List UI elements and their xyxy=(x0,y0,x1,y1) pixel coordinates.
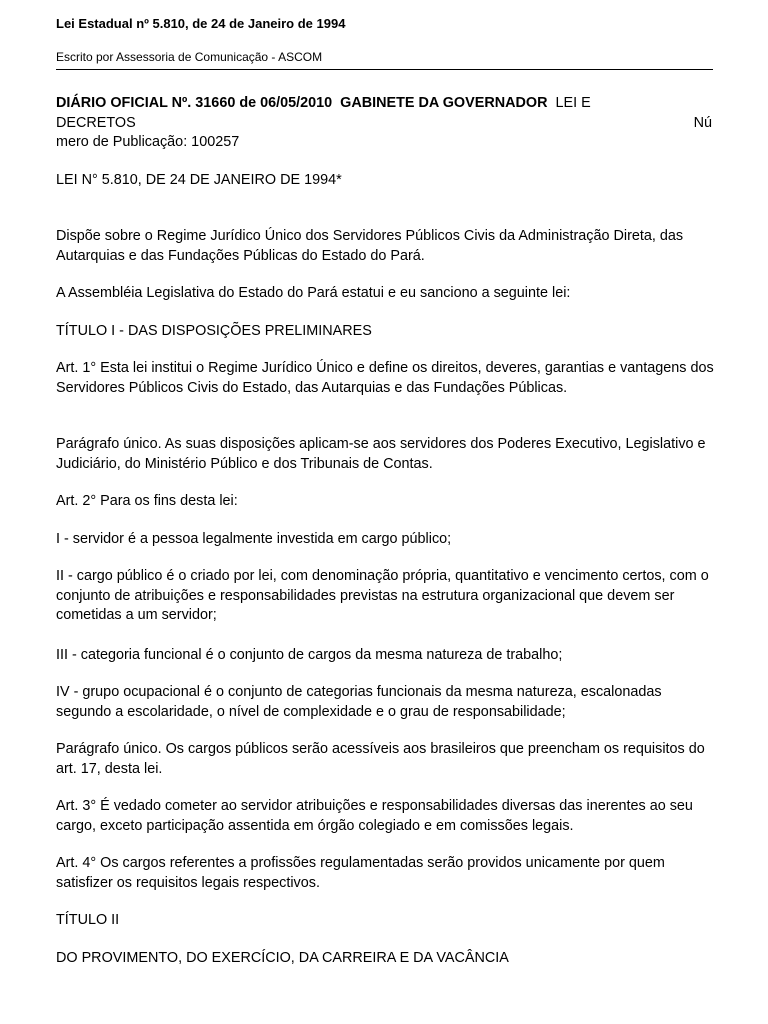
law-title: LEI N° 5.810, DE 24 DE JANEIRO DE 1994* xyxy=(56,171,342,188)
article-4: Art. 4° Os cargos referentes a profissões regulamentadas serão providos unicamente por quem satisfizer os requisitos legais respectivos. xyxy=(56,855,665,891)
article-2-item-i: I - servidor é a pessoa legalmente investida em cargo público; xyxy=(56,530,452,547)
publication-number: mero de Publicação: 100257 xyxy=(56,134,240,150)
page-header-title: Lei Estadual nº 5.810, de 24 de Janeiro de 1994 xyxy=(56,16,346,31)
publication-gabinete: GABINETE DA GOVERNADOR xyxy=(340,95,548,111)
article-2-item-ii: II - cargo público é o criado por lei, com denominação própria, quantitativo e vencimento certos, com o conjunto de atribuições e responsabilidades previstas na estrutura organizacional que devem ser cometidas a um servidor; xyxy=(56,568,709,623)
publication-info xyxy=(56,94,714,153)
article-1-paragraph: Parágrafo único. As suas disposições aplicam-se aos servidores dos Poderes Executivo, Legislativo e Judiciário, do Ministério Público e dos Tribunais de Contas. xyxy=(56,436,706,472)
article-1: Art. 1° Esta lei institui o Regime Jurídico Único e define os direitos, deveres, garantias e vantagens dos Servidores Públicos Civis do Estado, das Autarquias e das Fundações Públicas. xyxy=(56,360,714,396)
article-3: Art. 3° É vedado cometer ao servidor atribuições e responsabilidades diversas das inerentes ao seu cargo, exceto participação assentida em órgão colegiado e em comissões legais. xyxy=(56,798,693,834)
preamble: A Assembléia Legislativa do Estado do Pará estatui e eu sanciono a seguinte lei: xyxy=(56,285,571,301)
article-2: Art. 2° Para os fins desta lei: xyxy=(56,493,238,509)
publication-lei-e: LEI E xyxy=(555,95,591,111)
publication-diario: DIÁRIO OFICIAL Nº. 31660 de 06/05/2010 xyxy=(56,95,333,111)
titulo-2-name: DO PROVIMENTO, DO EXERCÍCIO, DA CARREIRA E DA VACÂNCIA xyxy=(56,949,509,966)
article-2-paragraph: Parágrafo único. Os cargos públicos serão acessíveis aos brasileiros que preencham os requisitos do art. 17, desta lei. xyxy=(56,741,705,777)
publication-decretos: DECRETOS xyxy=(56,114,136,131)
article-2-item-iv: IV - grupo ocupacional é o conjunto de categorias funcionais da mesma natureza, escalonadas segundo a escolaridade, o nível de complexidade e o grau de responsabilidade; xyxy=(56,684,662,720)
titulo-1-heading: TÍTULO I - DAS DISPOSIÇÕES PRELIMINARES xyxy=(56,322,372,339)
document-body xyxy=(56,94,714,968)
publication-nu: Nú xyxy=(693,114,712,131)
header-divider xyxy=(56,69,713,70)
page-header-author: Escrito por Assessoria de Comunicação - ASCOM xyxy=(56,50,323,64)
article-2-item-iii: III - categoria funcional é o conjunto de cargos da mesma natureza de trabalho; xyxy=(56,646,563,663)
ementa: Dispõe sobre o Regime Jurídico Único dos Servidores Públicos Civis da Administração Direta, das Autarquias e das Fundações Públicas do Estado do Pará. xyxy=(56,228,684,264)
titulo-2-heading: TÍTULO II xyxy=(56,912,120,928)
